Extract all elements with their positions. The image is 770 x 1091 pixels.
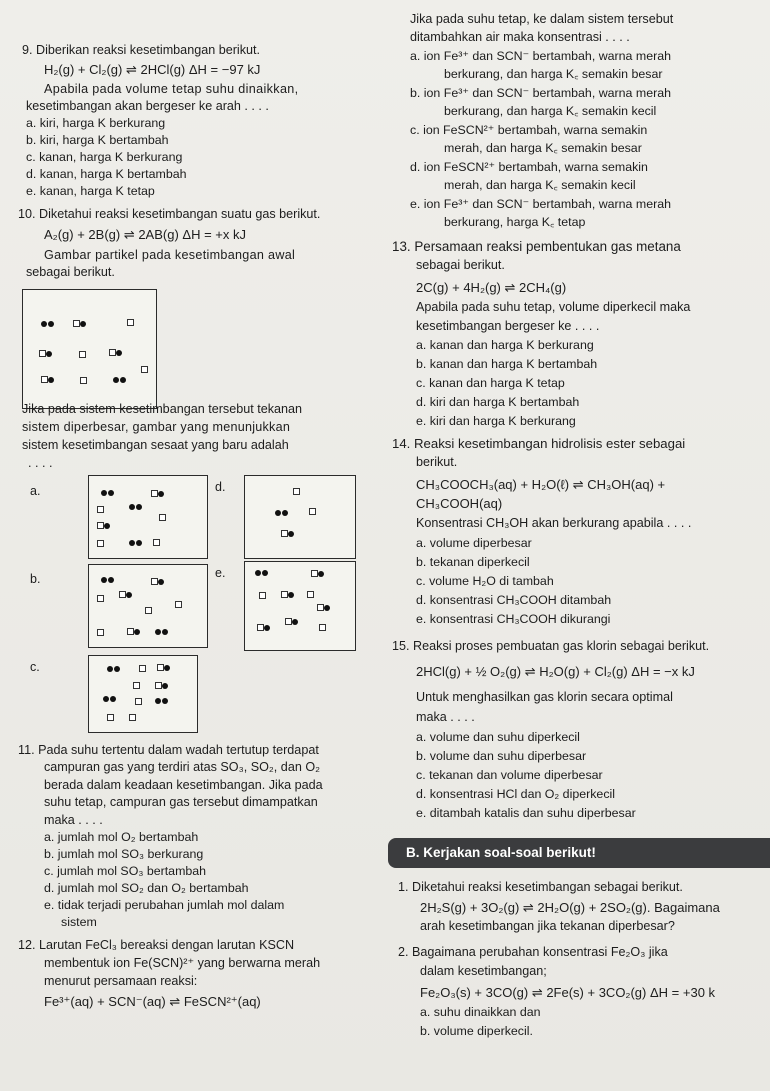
q13-line1: 13. Persamaan reaksi pembentukan gas metana xyxy=(392,239,681,254)
q11-option-a: a. jumlah mol O₂ bertambah xyxy=(44,830,199,844)
q13-option-a: a. kanan dan harga K berkurang xyxy=(416,338,594,352)
q14-option-b: b. tekanan diperkecil xyxy=(416,555,530,569)
section-b-q2-option-a: a. suhu dinaikkan dan xyxy=(420,1005,541,1019)
q12-option-d-line1: d. ion FeSCN²⁺ bertambah, warna semakin xyxy=(410,160,648,174)
q12-option-a-line2: berkurang, dan harga K꜀ semakin besar xyxy=(444,67,663,81)
q12-option-c-line2: merah, dan harga K꜀ semakin besar xyxy=(444,141,642,155)
q13-option-d: d. kiri dan harga K bertambah xyxy=(416,395,580,409)
q10-option-e-label: e. xyxy=(215,566,226,580)
q9-option-e: e. kanan, harga K tetap xyxy=(26,184,155,198)
q11-option-b: b. jumlah mol SO₃ berkurang xyxy=(44,847,204,861)
q11-option-d: d. jumlah mol SO₂ dan O₂ bertambah xyxy=(44,881,249,895)
q10-option-b-box xyxy=(88,564,208,648)
q10-stem: 10. Diketahui reaksi kesetimbangan suatu gas berikut. xyxy=(18,207,321,221)
q12-option-d-line2: merah, dan harga K꜀ semakin kecil xyxy=(444,178,636,192)
section-b-q2-option-b: b. volume diperkecil. xyxy=(420,1024,533,1038)
q13-option-e: e. kiri dan harga K berkurang xyxy=(416,414,576,428)
q10-line4: sistem diperbesar, gambar yang menunjukkan xyxy=(22,420,291,434)
q12-line1: 12. Larutan FeCl₃ bereaksi dengan larutan KSCN xyxy=(18,938,295,952)
q13-equation: 2C(g) + 4H₂(g) ⇌ 2CH₄(g) xyxy=(416,280,567,295)
q13-option-b: b. kanan dan harga K bertambah xyxy=(416,357,598,371)
q9-equation: H₂(g) + Cl₂(g) ⇌ 2HCl(g) ΔH = −97 kJ xyxy=(44,62,261,77)
q10-option-a-label: a. xyxy=(30,484,41,498)
q9-option-b: b. kiri, harga K bertambah xyxy=(26,133,169,147)
q10-line2: sebagai berikut. xyxy=(26,265,115,279)
q13-line3: Apabila pada suhu tetap, volume diperkecil maka xyxy=(416,300,691,314)
section-b-q2-line2: dalam kesetimbangan; xyxy=(420,964,547,978)
q14-line1: 14. Reaksi kesetimbangan hidrolisis ester sebagai xyxy=(392,436,686,451)
q10-option-b-label: b. xyxy=(30,572,41,586)
q12-cont-line2: ditambahkan air maka konsentrasi . . . . xyxy=(410,30,630,44)
q12-line3: menurut persamaan reaksi: xyxy=(44,974,198,988)
q10-option-d-box xyxy=(244,475,356,559)
q14-equation-line1: CH₃COOCH₃(aq) + H₂O(ℓ) ⇌ CH₃OH(aq) + xyxy=(416,477,666,492)
q12-option-b-line1: b. ion Fe³⁺ dan SCN⁻ bertambah, warna merah xyxy=(410,86,672,100)
q14-option-e: e. konsentrasi CH₃COOH dikurangi xyxy=(416,612,611,626)
q13-line4: kesetimbangan bergeser ke . . . . xyxy=(416,319,600,333)
q15-line2: Untuk menghasilkan gas klorin secara optimal xyxy=(416,690,673,704)
section-b-q1-equation: 2H₂S(g) + 3O₂(g) ⇌ 2H₂O(g) + 2SO₂(g). Bagaimana xyxy=(420,900,720,915)
q11-option-c: c. jumlah mol SO₃ bertambah xyxy=(44,864,207,878)
q14-line2: berikut. xyxy=(416,455,458,469)
section-b-q1-line2: arah kesetimbangan jika tekanan diperbesar? xyxy=(420,919,675,933)
q11-option-e-line2: sistem xyxy=(61,915,97,929)
q9-option-a: a. kiri, harga K berkurang xyxy=(26,116,166,130)
q11-line1: 11. Pada suhu tertentu dalam wadah tertutup terdapat xyxy=(18,743,319,757)
q10-line6: . . . . xyxy=(28,456,53,470)
q12-option-e-line1: e. ion Fe³⁺ dan SCN⁻ bertambah, warna merah xyxy=(410,197,672,211)
section-b-q1-line1: 1. Diketahui reaksi kesetimbangan sebagai berikut. xyxy=(398,880,683,894)
section-b-banner xyxy=(388,838,770,868)
q11-option-e-line1: e. tidak terjadi perubahan jumlah mol dalam xyxy=(44,898,285,912)
q12-option-e-line2: berkurang, harga K꜀ tetap xyxy=(444,215,586,229)
q10-option-c-label: c. xyxy=(30,660,40,674)
q10-option-a-box xyxy=(88,475,208,559)
q10-option-e-box xyxy=(244,561,356,651)
q14-option-c: c. volume H₂O di tambah xyxy=(416,574,554,588)
initial-particle-box xyxy=(22,289,157,409)
q12-equation: Fe³⁺(aq) + SCN⁻(aq) ⇌ FeSCN²⁺(aq) xyxy=(44,994,261,1009)
q11-line4: suhu tetap, campuran gas tersebut dimampatkan xyxy=(44,795,318,809)
section-b-q2-equation: Fe₂O₃(s) + 3CO(g) ⇌ 2Fe(s) + 3CO₂(g) ΔH = +30 k xyxy=(420,985,716,1000)
q11-line2: campuran gas yang terdiri atas SO₃, SO₂, dan O₂ xyxy=(44,760,321,774)
q12-line2: membentuk ion Fe(SCN)²⁺ yang berwarna merah xyxy=(44,956,321,970)
q13-line2: sebagai berikut. xyxy=(416,258,505,272)
q15-line3: maka . . . . xyxy=(416,710,475,724)
q11-line5: maka . . . . xyxy=(44,813,103,827)
q10-equation: A₂(g) + 2B(g) ⇌ 2AB(g) ΔH = +x kJ xyxy=(44,227,246,242)
q15-option-e: e. ditambah katalis dan suhu diperbesar xyxy=(416,806,636,820)
q10-line5: sistem kesetimbangan sesaat yang baru adalah xyxy=(22,438,289,452)
q15-option-c: c. tekanan dan volume diperbesar xyxy=(416,768,603,782)
q13-option-c: c. kanan dan harga K tetap xyxy=(416,376,565,390)
q12-cont-line1: Jika pada suhu tetap, ke dalam sistem tersebut xyxy=(410,12,674,26)
q15-equation: 2HCl(g) + ½ O₂(g) ⇌ H₂O(g) + Cl₂(g) ΔH = −x kJ xyxy=(416,664,695,679)
q10-option-d-label: d. xyxy=(215,480,226,494)
q10-option-c-box xyxy=(88,655,198,733)
q9-stem: 9. Diberikan reaksi kesetimbangan berikut. xyxy=(22,43,261,57)
q14-option-a: a. volume diperbesar xyxy=(416,536,532,550)
q14-option-d: d. konsentrasi CH₃COOH ditambah xyxy=(416,593,612,607)
q9-line1: Apabila pada volume tetap suhu dinaikkan, xyxy=(44,82,299,96)
q15-option-a: a. volume dan suhu diperkecil xyxy=(416,730,580,744)
q15-line1: 15. Reaksi proses pembuatan gas klorin sebagai berikut. xyxy=(392,639,710,653)
q15-option-d: d. konsentrasi HCl dan O₂ diperkecil xyxy=(416,787,616,801)
section-b-q2-line1: 2. Bagaimana perubahan konsentrasi Fe₂O₃ jika xyxy=(398,945,668,959)
q9-line2: kesetimbangan akan bergeser ke arah . . . . xyxy=(26,99,269,113)
q12-option-c-line1: c. ion FeSCN²⁺ bertambah, warna semakin xyxy=(410,123,648,137)
q12-option-b-line2: berkurang, dan harga K꜀ semakin kecil xyxy=(444,104,657,118)
q9-option-c: c. kanan, harga K berkurang xyxy=(26,150,183,164)
q15-option-b: b. volume dan suhu diperbesar xyxy=(416,749,587,763)
section-b-title: B. Kerjakan soal-soal berikut! xyxy=(406,845,596,860)
q14-line3: Konsentrasi CH₃OH akan berkurang apabila . . . . xyxy=(416,516,692,530)
q10-line1: Gambar partikel pada kesetimbangan awal xyxy=(44,248,296,262)
q9-option-d: d. kanan, harga K bertambah xyxy=(26,167,187,181)
q12-option-a-line1: a. ion Fe³⁺ dan SCN⁻ bertambah, warna merah xyxy=(410,49,672,63)
q11-line3: berada dalam keadaan kesetimbangan. Jika pada xyxy=(44,778,323,792)
q14-equation-line2: CH₃COOH(aq) xyxy=(416,496,503,511)
q10-line3: Jika pada sistem kesetimbangan tersebut tekanan xyxy=(22,402,303,416)
